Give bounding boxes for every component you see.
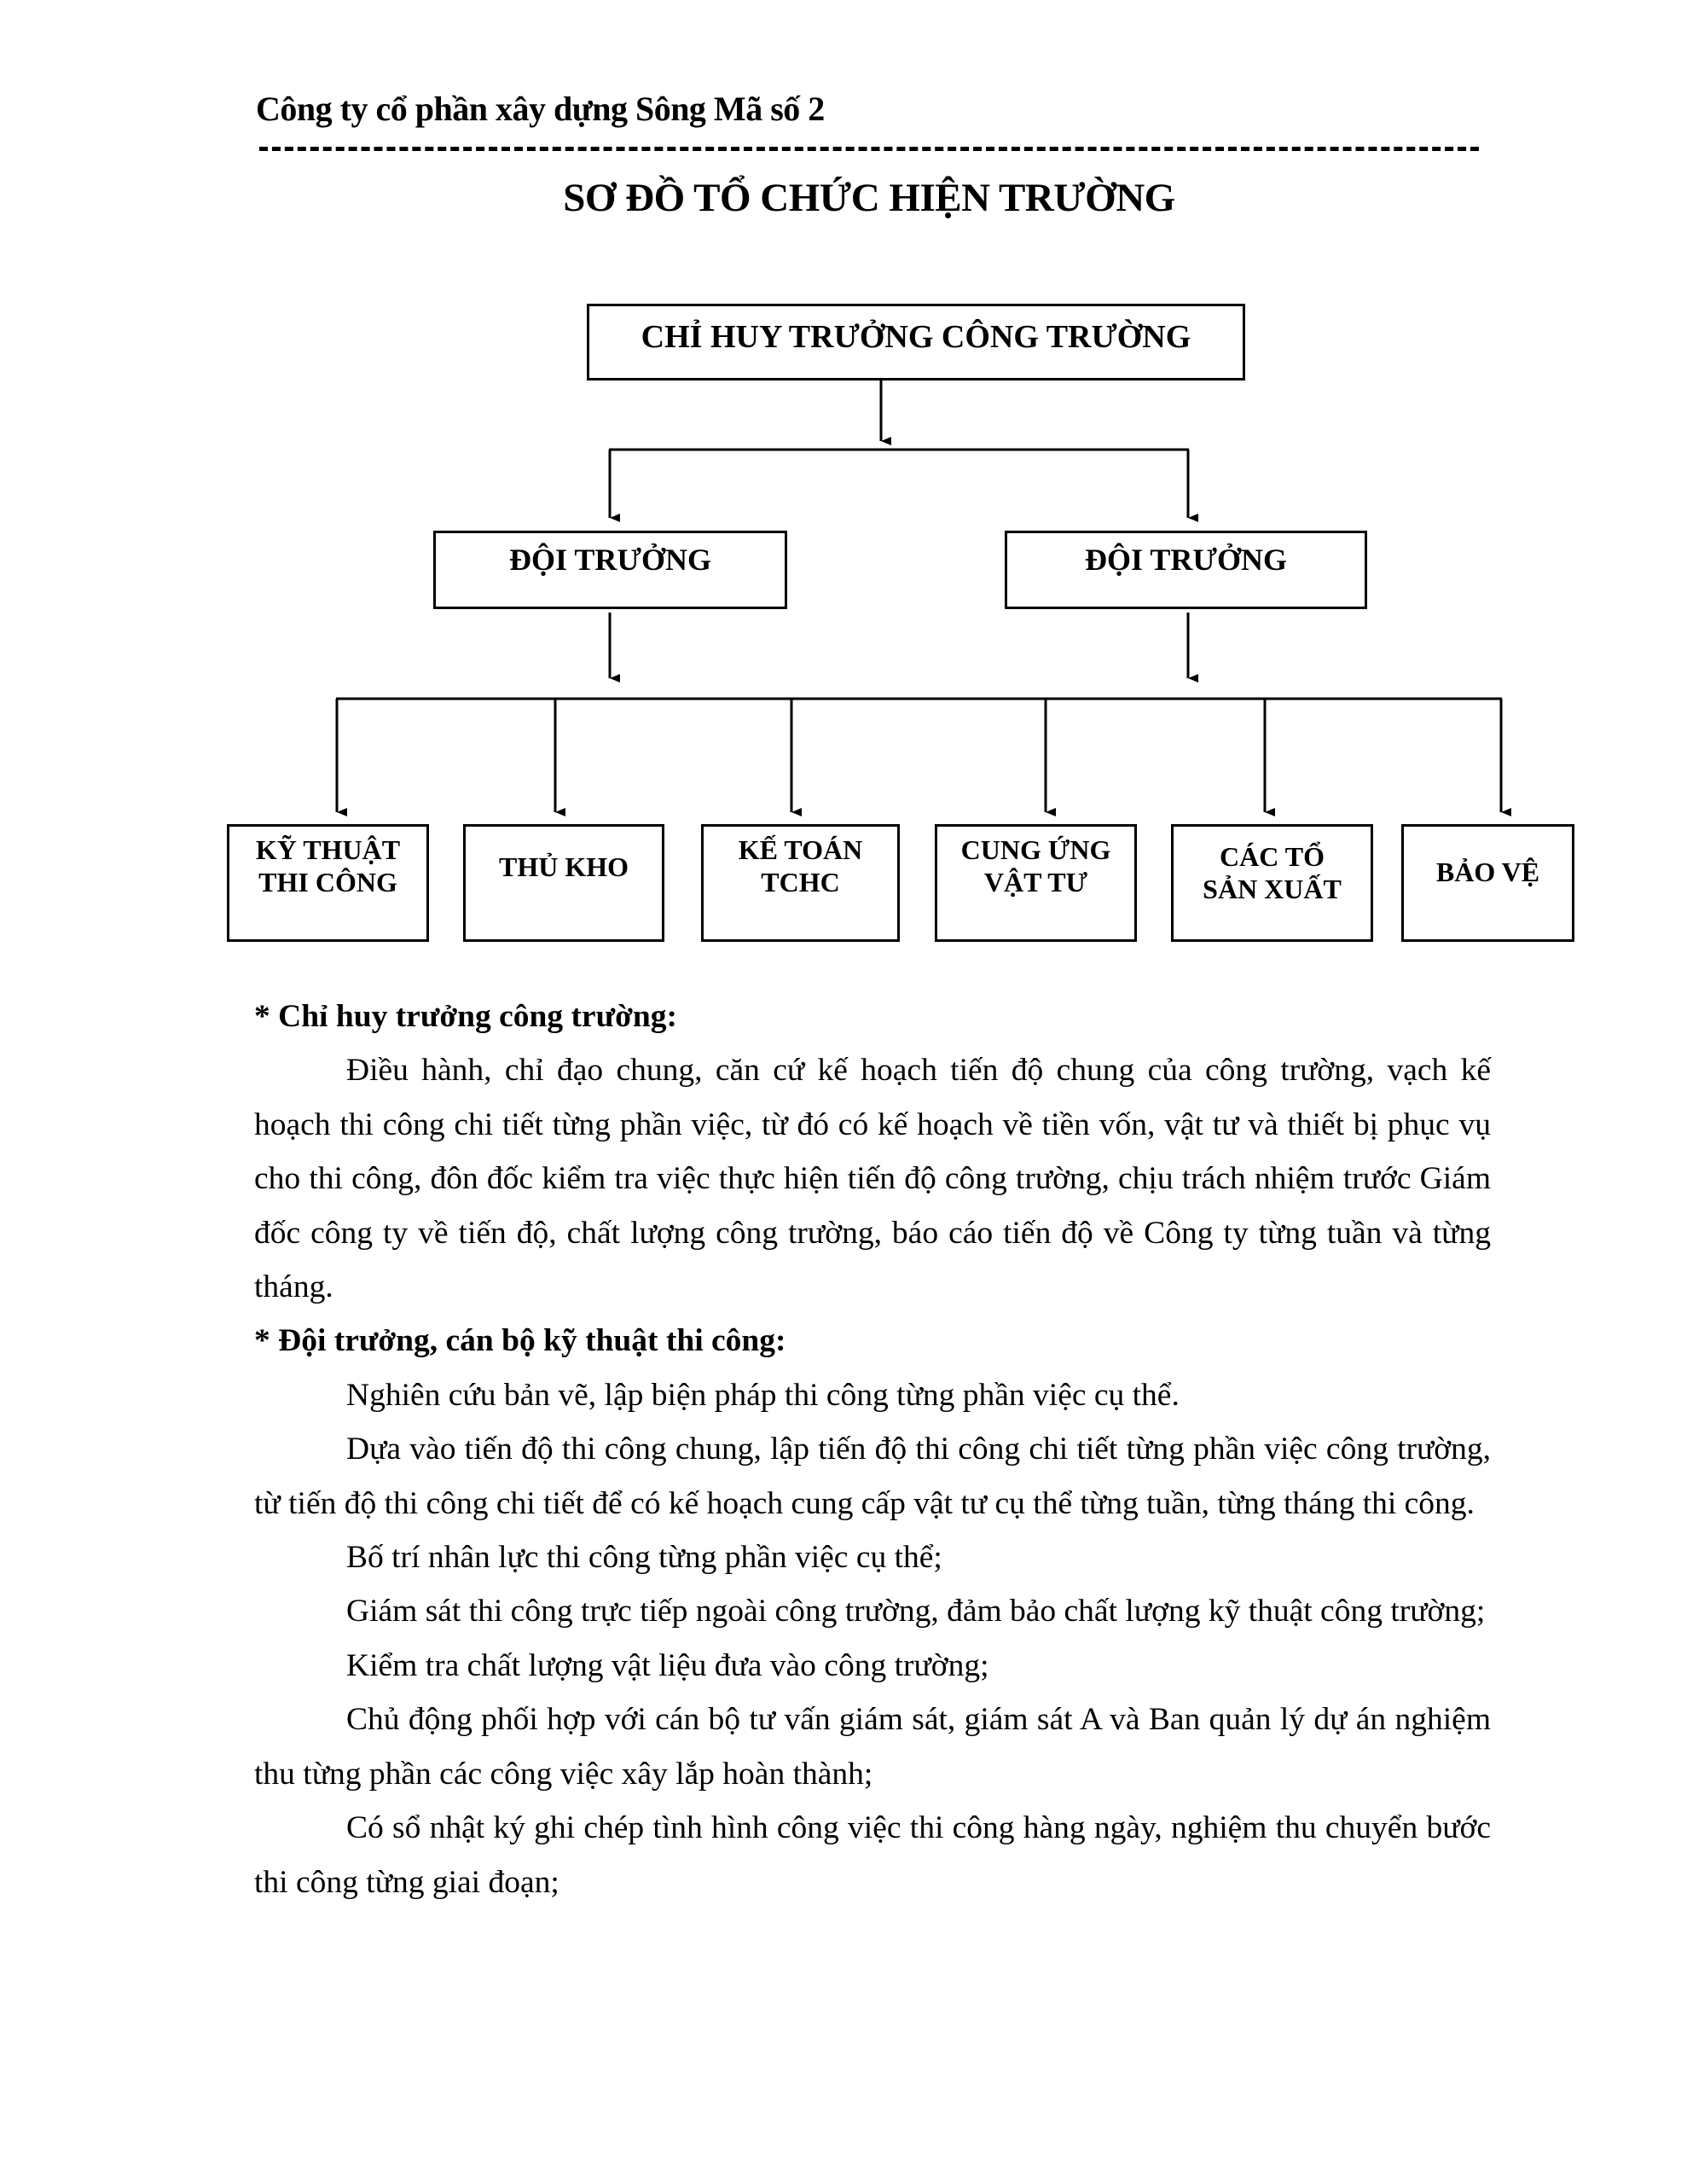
- chart-node-label-line2: VẬT TƯ: [983, 867, 1088, 898]
- paragraph: Điều hành, chỉ đạo chung, căn cứ kế hoạch tiến độ chung của công trường, vạch kế hoạch thi công chi tiết từng phần việc, từ đó có kế hoạch về tiền vốn, vật tư và thiết bị phục vụ cho thi công, đôn đốc kiểm tra việc thực hiện tiến độ công trường, chịu trách nhiệm trước Giám đốc công ty về tiến độ, chất lượng công trường, báo cáo tiến độ về Công ty từng tuần và từng tháng.: [254, 1053, 1491, 1305]
- chart-node-label-line1: KỸ THUẬT: [255, 834, 401, 865]
- section-heading-doi-truong: * Đội trưởng, cán bộ kỹ thuật thi công:: [254, 1323, 786, 1359]
- chart-node-doi-truong-2: [1005, 531, 1367, 609]
- chart-node-chi-huy-truong: [587, 304, 1245, 380]
- paragraph: Nghiên cứu bản vẽ, lập biện pháp thi công từng phần việc cụ thể.: [346, 1377, 1180, 1413]
- chart-node-doi-truong-1: [433, 531, 787, 609]
- header-separator: [259, 147, 1479, 151]
- chart-node-cac-to-san-xuat: [1171, 824, 1373, 942]
- page-title: SƠ ĐỒ TỔ CHỨC HIỆN TRƯỜNG: [563, 176, 1175, 220]
- chart-node-label-line2: TCHC: [761, 867, 840, 898]
- chart-node-label-line2: THI CÔNG: [258, 867, 397, 898]
- chart-node-thu-kho: [463, 824, 664, 942]
- chart-node-ky-thuat-thi-cong: [227, 824, 429, 942]
- chart-node-bao-ve: [1401, 824, 1574, 942]
- paragraph: Giám sát thi công trực tiếp ngoài công trường, đảm bảo chất lượng kỹ thuật công trường;: [346, 1594, 1486, 1629]
- chart-node-label: ĐỘI TRƯỞNG: [1084, 543, 1288, 577]
- document-body: [254, 990, 1491, 1909]
- chart-node-ke-toan-tchc: [701, 824, 900, 942]
- company-name: Công ty cổ phần xây dựng Sông Mã số 2: [256, 90, 825, 128]
- chart-node-label-line2: SẢN XUẤT: [1203, 874, 1342, 905]
- paragraph: Có sổ nhật ký ghi chép tình hình công việc thi công hàng ngày, nghiệm thu chuyển bước thi công từng giai đoạn;: [254, 1810, 1491, 1900]
- paragraph: Kiểm tra chất lượng vật liệu đưa vào công trường;: [346, 1647, 989, 1683]
- section-heading-chi-huy-truong: * Chỉ huy trưởng công trường:: [254, 999, 677, 1034]
- paragraph: Bố trí nhân lực thi công từng phần việc cụ thể;: [346, 1540, 942, 1576]
- chart-node-cung-ung-vat-tu: [935, 824, 1137, 942]
- chart-node-label: ĐỘI TRƯỞNG: [508, 543, 712, 577]
- chart-node-label-line1: KẾ TOÁN: [738, 834, 863, 865]
- chart-node-label-line1: CÁC TỔ: [1220, 841, 1325, 872]
- paragraph: Chủ động phối hợp với cán bộ tư vấn giám sát, giám sát A và Ban quản lý dự án nghiệm thu từng phần các công việc xây lắp hoàn thành;: [254, 1702, 1491, 1792]
- chart-node-label-line1: BẢO VỆ: [1435, 857, 1540, 887]
- chart-node-label-line1: THỦ KHO: [498, 851, 629, 882]
- chart-node-label-line1: CUNG ỨNG: [960, 834, 1111, 865]
- paragraph: Dựa vào tiến độ thi công chung, lập tiến độ thi công chi tiết từng phần việc công trường, từ tiến độ thi công chi tiết để có kế hoạch cung cấp vật tư cụ thể từng tuần, từng tháng thi công.: [254, 1432, 1491, 1521]
- chart-node-label: CHỈ HUY TRƯỞNG CÔNG TRƯỜNG: [641, 319, 1191, 355]
